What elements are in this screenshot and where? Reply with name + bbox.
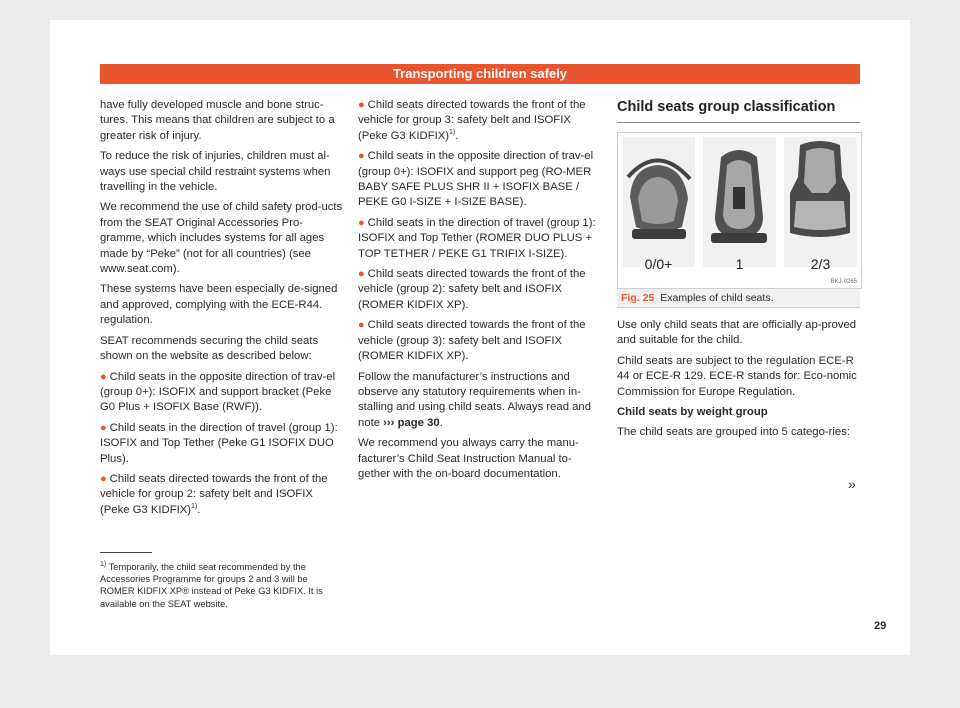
footnote-marker[interactable]: 1)	[449, 129, 456, 137]
bullet-dot-icon: ●	[358, 99, 365, 111]
list-item: ● Child seats directed towards the front of the vehicle (group 3): safety belt and ISOFIX (ROMER KIDFIX XP).	[358, 319, 586, 363]
column-middle	[358, 98, 601, 487]
bullet-dot-icon: ●	[100, 421, 107, 434]
paragraph: Follow the manufacturer’s instructions and observe any statutory requirements when in-stalling and using child seats. Always read and note ››› page 30.	[358, 370, 591, 429]
bullet-dot-icon: ●	[100, 370, 107, 383]
caption-text: Examples of child seats.	[660, 292, 774, 304]
paragraph: These systems have been especially de-signed and approved, complying with the ECE-R44. regulation.	[100, 283, 338, 327]
bullet-dot-icon: ●	[100, 472, 107, 485]
paragraph: The child seats are grouped into 5 catego-ries:	[617, 426, 850, 439]
list-item: ● Child seats in the opposite direction of trav-el (group 0+): ISOFIX and support bracket (Peke G0 Plus + ISOFIX Base (RWF)).	[100, 370, 336, 414]
bullet-dot-icon: ●	[358, 216, 365, 229]
paragraph: Child seats are subject to the regulation ECE-R 44 or ECE-R 129. ECE-R stands for: Eco-nomic Commission for Europe Regulation.	[617, 354, 857, 398]
footnote-marker[interactable]: 1)	[191, 502, 198, 510]
page-header: Transporting children safely	[100, 64, 860, 84]
booster-seat-illustration	[784, 137, 857, 252]
list-item: ● Child seats in the opposite direction of trav-el (group 0+): ISOFIX and support peg (RO-MER BABY SAFE PLUS SHR II + ISOFIX BASE / PEKE G0 I-SIZE + I-SIZE BASE).	[358, 150, 594, 209]
toddler-seat-illustration	[703, 137, 776, 252]
paragraph: We recommend the use of child safety prod-ucts from the SEAT Original Accessories Pro-gramme, which includes systems for all ages made by “Peke” (not for all countries) (see www.seat.com).	[100, 201, 343, 276]
paragraph: To reduce the risk of injuries, children must al-ways use special child restraint systems when travelling in the vehicle.	[100, 150, 331, 194]
paragraph: SEAT recommends securing the child seats shown on the website as described below:	[100, 334, 319, 363]
footnote-marker: 1)	[100, 560, 107, 568]
column-left	[100, 98, 343, 523]
paragraph: Use only child seats that are officially ap-proved and suitable for the child.	[617, 319, 857, 347]
child-seats-figure	[617, 132, 862, 289]
seat-panel-group-1	[703, 137, 776, 272]
seat-panel-group-2-3	[784, 137, 857, 272]
paragraph: We recommend you always carry the manu-facturer’s Child Seat Instruction Manual to-gether with the on-board documentation.	[358, 437, 579, 480]
column-right	[617, 318, 860, 446]
figure-code: BKJ-0265	[830, 279, 857, 285]
figure-number: Fig. 25	[621, 292, 655, 304]
list-item: ● Child seats directed towards the front of the vehicle for group 3: safety belt and ISOFIX (Peke G3 KIDFIX)$^{1)}$.	[358, 99, 586, 142]
bullet-dot-icon: ●	[358, 319, 365, 332]
page-number: 29	[874, 620, 887, 632]
continue-arrow-icon: »	[848, 476, 856, 492]
figure-caption	[617, 289, 860, 308]
list-item: ● Child seats in the direction of travel (group 1): ISOFIX and Top Tether (Peke G1 ISOFIX DUO Plus).	[100, 421, 338, 465]
list-item: ● Child seats in the direction of travel (group 1): ISOFIX and Top Tether (ROMER DUO PLUS + TOP TETHER / PEKE G1 TRIFIX I-SIZE).	[358, 216, 596, 260]
group-label: 1	[735, 256, 744, 272]
group-label: 2/3	[810, 256, 831, 272]
subheading: Child seats by weight group	[617, 406, 768, 419]
infant-carrier-illustration	[622, 137, 695, 252]
group-label: 0/0+	[644, 256, 673, 272]
paragraph: have fully developed muscle and bone struc-tures. This means that children are subject to a greater risk of injury.	[100, 99, 335, 142]
bullet-dot-icon: ●	[358, 150, 365, 163]
list-item: ● Child seats directed towards the front of the vehicle (group 2): safety belt and ISOFIX (ROMER KIDFIX XP).	[358, 268, 586, 311]
footnote-divider	[100, 552, 152, 553]
section-title: Child seats group classification	[617, 99, 860, 123]
bullet-dot-icon: ●	[358, 268, 365, 281]
footnote-text: Temporarily, the child seat recommended by the Accessories Programme for groups 2 and 3 will be ROMER KIDFIX XP® instead of Peke G3 KIDFIX. It is available on the SEAT website.	[100, 562, 323, 609]
footnote	[100, 561, 340, 610]
list-item: ● Child seats directed towards the front of the vehicle for group 2: safety belt and ISOFIX (Peke G3 KIDFIX)$^{1)}$.	[100, 472, 328, 516]
seat-panel-group-0	[622, 137, 695, 272]
page-reference-link[interactable]: ››› page 30	[383, 416, 440, 429]
